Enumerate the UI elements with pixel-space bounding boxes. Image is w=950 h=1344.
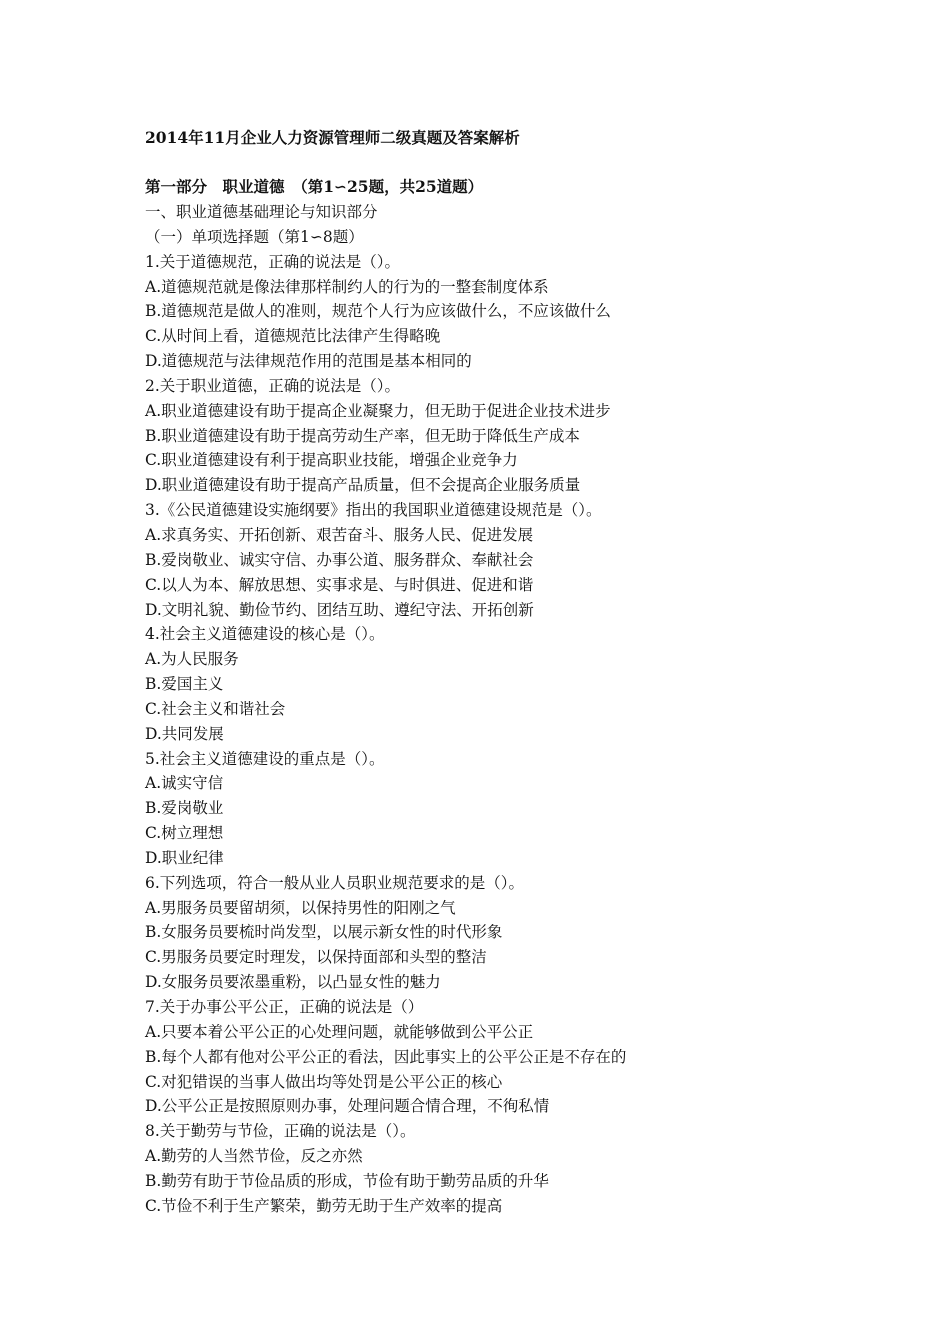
q8-option-b: B.勤劳有助于节俭品质的形成，节俭有助于勤劳品质的升华 (145, 1171, 549, 1190)
q4-option-b: B.爱国主义 (145, 675, 224, 694)
subsection-heading: （一）单项选择题（第1∽8题） (145, 227, 364, 246)
q1-option-a: A.道德规范就是像法律那样制约人的行为的一整套制度体系 (145, 277, 549, 296)
q8-option-a: A.勤劳的人当然节俭，反之亦然 (145, 1147, 363, 1166)
q8-option-c: C.节俭不利于生产繁荣，勤劳无助于生产效率的提高 (145, 1196, 503, 1215)
question-1: 1.关于道德规范，正确的说法是（）。 (145, 252, 401, 271)
question-2: 2.关于职业道德，正确的说法是（）。 (145, 376, 401, 395)
q4-option-a: A.为人民服务 (145, 650, 239, 669)
q6-option-c: C.男服务员要定时理发，以保持面部和头型的整洁 (145, 948, 487, 967)
q6-option-d: D.女服务员要浓墨重粉，以凸显女性的魅力 (145, 973, 441, 992)
q6-option-b: B.女服务员要梳时尚发型，以展示新女性的时代形象 (145, 923, 503, 942)
question-5: 5.社会主义道德建设的重点是（）。 (145, 749, 385, 768)
q2-option-b: B.职业道德建设有助于提高劳动生产率，但无助于降低生产成本 (145, 426, 580, 445)
q7-option-d: D.公平公正是按照原则办事，处理问题合情合理，不徇私情 (145, 1097, 550, 1116)
document-body (145, 200, 845, 1219)
q2-option-c: C.职业道德建设有利于提高职业技能，增强企业竞争力 (145, 451, 518, 470)
q2-option-d: D.职业道德建设有助于提高产品质量，但不会提高企业服务质量 (145, 476, 581, 495)
document-title: 2014年11月企业人力资源管理师二级真题及答案解析 (145, 128, 520, 147)
question-7: 7.关于办事公平公正，正确的说法是（） (145, 998, 424, 1016)
q1-option-d: D.道德规范与法律规范作用的范围是基本相同的 (145, 352, 472, 371)
q3-option-a: A.求真务实、开拓创新、艰苦奋斗、服务人民、促进发展 (145, 525, 534, 544)
q7-option-b: B.每个人都有他对公平公正的看法，因此事实上的公平公正是不存在的 (145, 1047, 627, 1066)
q6-option-a: A.男服务员要留胡须，以保持男性的阳刚之气 (145, 898, 456, 917)
q5-option-b: B.爱岗敬业 (145, 799, 224, 818)
question-6: 6.下列选项，符合一般从业人员职业规范要求的是（）。 (145, 873, 525, 892)
section-heading: 一、职业道德基础理论与知识部分 (145, 203, 378, 221)
q7-option-c: C.对犯错误的当事人做出均等处罚是公平公正的核心 (145, 1072, 503, 1091)
question-3: 3.《公民道德建设实施纲要》指出的我国职业道德建设规范是（）。 (145, 501, 602, 520)
q3-option-d: D.文明礼貌、勤俭节约、团结互助、遵纪守法、开拓创新 (145, 600, 534, 619)
q3-option-c: C.以人为本、解放思想、实事求是、与时俱进、促进和谐 (145, 575, 534, 594)
q5-option-c: C.树立理想 (145, 824, 224, 843)
q2-option-a: A.职业道德建设有助于提高企业凝聚力，但无助于促进企业技术进步 (145, 401, 611, 420)
part-heading: 第一部分 职业道德 （第1∽25题，共25道题） (145, 177, 484, 196)
question-8: 8.关于勤劳与节俭，正确的说法是（）。 (145, 1122, 416, 1141)
q1-option-c: C.从时间上看，道德规范比法律产生得略晚 (145, 327, 441, 346)
q7-option-a: A.只要本着公平公正的心处理问题，就能够做到公平公正 (145, 1022, 534, 1041)
q1-option-b: B.道德规范是做人的准则，规范个人行为应该做什么，不应该做什么 (145, 302, 611, 321)
q4-option-d: D.共同发展 (145, 724, 224, 743)
q3-option-b: B.爱岗敬业、诚实守信、办事公道、服务群众、奉献社会 (145, 550, 534, 569)
q5-option-d: D.职业纪律 (145, 848, 224, 867)
q5-option-a: A.诚实守信 (145, 774, 224, 793)
question-4: 4.社会主义道德建设的核心是（）。 (145, 625, 385, 644)
q4-option-c: C.社会主义和谐社会 (145, 699, 286, 718)
